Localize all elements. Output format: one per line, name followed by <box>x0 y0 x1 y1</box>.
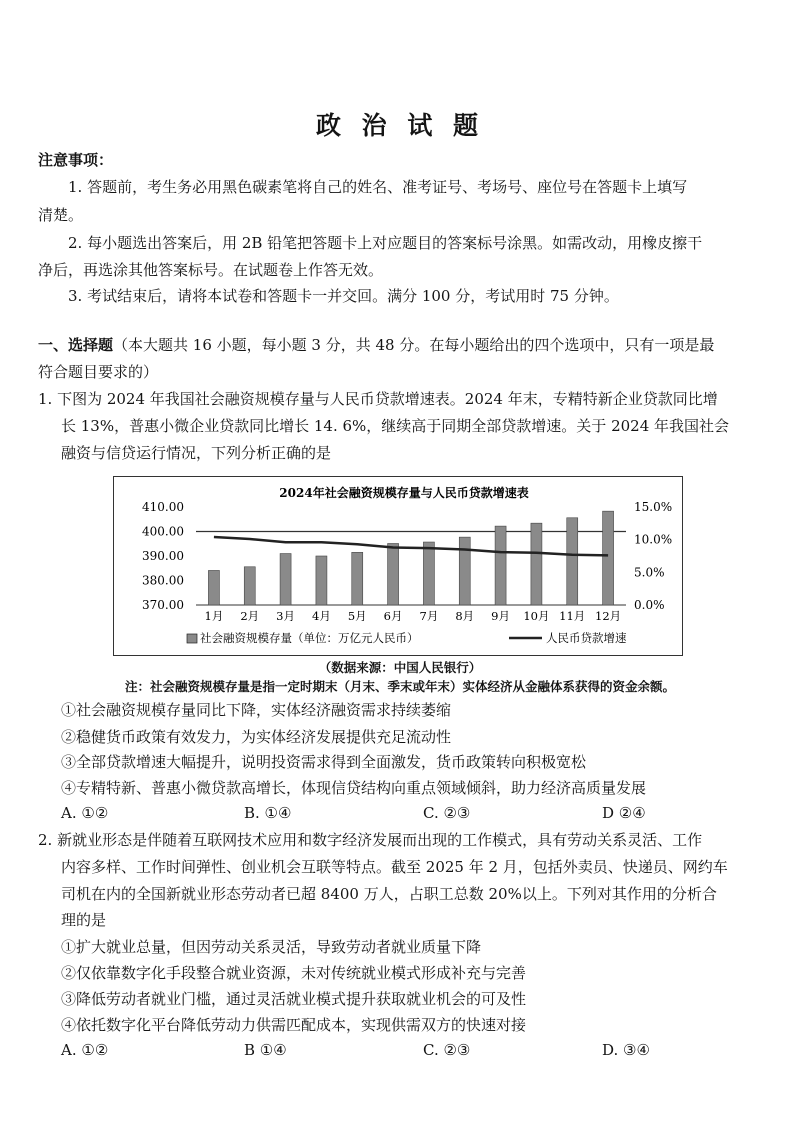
left-axis-tick: 410.00 <box>142 500 184 514</box>
loan-growth-line <box>214 537 608 555</box>
q1-chart <box>113 476 683 656</box>
q1-option-b[interactable]: B. ①④ <box>244 804 292 822</box>
q1-option-a[interactable]: A. ①② <box>61 804 109 822</box>
q1-chart-svg <box>114 477 681 654</box>
bar-5月 <box>352 552 363 605</box>
q1-options <box>0 803 800 825</box>
legend-swatch-bar <box>187 634 197 643</box>
left-axis-tick: 400.00 <box>142 524 184 539</box>
left-axis-tick: 390.00 <box>142 549 184 563</box>
right-axis-tick: 5.0% <box>634 565 665 580</box>
q1-statement-4: ④专精特新、普惠小微贷款高增长，体现信贷结构向重点领域倾斜，助力经济高质量发展 <box>61 779 647 797</box>
bar-8月 <box>459 537 470 605</box>
x-tick-label: 5月 <box>347 609 367 623</box>
q1-statement-1: ①社会融资规模存量同比下降，实体经济融资需求持续萎缩 <box>61 701 452 719</box>
q1-statement-2: ②稳健货币政策有效发力，为实体经济发展提供充足流动性 <box>61 728 452 746</box>
right-axis-tick: 0.0% <box>634 598 665 612</box>
x-tick-label: 3月 <box>276 609 295 623</box>
notice-item-2-cont: 净后，再选涂其他答案标号。在试题卷上作答无效。 <box>38 261 384 279</box>
q1-option-d[interactable]: D ②④ <box>602 804 646 822</box>
section-description-cont: 符合题目要求的） <box>38 363 159 381</box>
notice-item-3: 3. 考试结束后，请将本试卷和答题卡一并交回。满分 100 分，考试用时 75 分钟。 <box>68 287 619 305</box>
bar-2月 <box>244 567 255 605</box>
q2-statement-1: ①扩大就业总量，但因劳动关系灵活，导致劳动者就业质量下降 <box>61 938 482 956</box>
q2-statement-2: ②仅依靠数字化手段整合就业资源，未对传统就业模式形成补充与完善 <box>61 964 527 982</box>
q2-stem-line3: 司机在内的全国新就业形态劳动者已超 8400 万人，占职工总数 20%以上。下列对其作用的分析合 <box>61 885 717 903</box>
q1-statement-3: ③全部贷款增速大幅提升，说明投资需求得到全面激发，货币政策转向积极宽松 <box>61 753 587 771</box>
chart-source: （数据来源：中国人民银行） <box>318 660 482 675</box>
q2-stem-line1: 2. 新就业形态是伴随着互联网技术应用和数字经济发展而出现的工作模式，具有劳动关系灵活、工作 <box>38 831 703 849</box>
section-description: （本大题共 16 小题，每小题 3 分，共 48 分。在每小题给出的四个选项中，只有一项是最 <box>113 336 715 354</box>
left-axis-tick: 380.00 <box>142 573 184 588</box>
x-tick-label: 11月 <box>559 609 586 623</box>
chart-title: 2024年社会融资规模存量与人民币贷款增速表 <box>279 486 529 500</box>
x-tick-label: 12月 <box>595 609 622 623</box>
q2-option-a[interactable]: A. ①② <box>61 1041 109 1059</box>
q2-option-b[interactable]: B ①④ <box>244 1041 287 1059</box>
chart-note: 注：社会融资规模存量是指一定时期末（月末、季末或年末）实体经济从金融体系获得的资金余额。 <box>124 679 675 694</box>
q1-stem-line1: 1. 下图为 2024 年我国社会融资规模存量与人民币贷款增速表。2024 年末，专精特新企业贷款同比增 <box>38 390 718 408</box>
notice-item-1: 1. 答题前，考生务必用黑色碳素笔将自己的姓名、准考证号、考场号、座位号在答题卡上填写 <box>68 178 688 196</box>
x-tick-label: 2月 <box>240 609 260 623</box>
q2-stem-line4: 理的是 <box>61 911 107 929</box>
notice-item-2: 2. 每小题选出答案后，用 2B 铅笔把答题卡上对应题目的答案标号涂黑。如需改动，用橡皮擦干 <box>68 234 703 252</box>
bar-7月 <box>423 542 434 605</box>
right-axis-tick: 15.0% <box>634 500 673 514</box>
q2-stem-line2: 内容多样、工作时间弹性、创业机会互联等特点。截至 2025 年 2 月，包括外卖员、快递员、网约车 <box>61 858 728 876</box>
bar-12月 <box>603 511 614 605</box>
x-tick-label: 10月 <box>523 609 550 623</box>
legend-bar-label: 社会融资规模存量（单位：万亿元人民币） <box>200 631 419 645</box>
x-tick-label: 8月 <box>455 609 475 623</box>
x-tick-label: 1月 <box>204 609 224 623</box>
bar-9月 <box>495 526 506 605</box>
bar-3月 <box>280 554 291 605</box>
bar-11月 <box>567 518 578 605</box>
q2-option-d[interactable]: D. ③④ <box>602 1041 650 1059</box>
legend-line-label: 人民币贷款增速 <box>546 631 627 645</box>
notice-item-1-cont: 清楚。 <box>38 206 84 224</box>
bar-10月 <box>531 523 542 605</box>
q1-option-c[interactable]: C. ②③ <box>423 804 471 822</box>
q2-options <box>0 1040 800 1062</box>
section-heading: 一、选择题 <box>38 336 114 354</box>
q2-statement-4: ④依托数字化平台降低劳动力供需匹配成本，实现供需双方的快速对接 <box>61 1016 527 1034</box>
x-tick-label: 7月 <box>419 609 439 623</box>
page-title: 政 治 试 题 <box>315 111 485 140</box>
x-tick-label: 4月 <box>312 609 331 623</box>
bar-6月 <box>388 544 399 605</box>
q1-stem-line3: 融资与信贷运行情况，下列分析正确的是 <box>61 444 332 462</box>
right-axis-tick: 10.0% <box>634 532 673 547</box>
q2-statement-3: ③降低劳动者就业门槛，通过灵活就业模式提升获取就业机会的可及性 <box>61 990 527 1008</box>
bar-4月 <box>316 556 327 605</box>
notice-heading: 注意事项： <box>38 151 114 169</box>
section-heading-line <box>38 335 714 355</box>
q1-stem-line2: 长 13%，普惠小微企业贷款同比增长 14. 6%，继续高于同期全部贷款增速。关于 2024 年我国社会 <box>61 417 730 435</box>
x-tick-label: 9月 <box>491 609 510 623</box>
x-tick-label: 6月 <box>383 609 403 623</box>
q2-option-c[interactable]: C. ②③ <box>423 1041 471 1059</box>
bar-1月 <box>208 570 219 605</box>
left-axis-tick: 370.00 <box>142 598 184 612</box>
